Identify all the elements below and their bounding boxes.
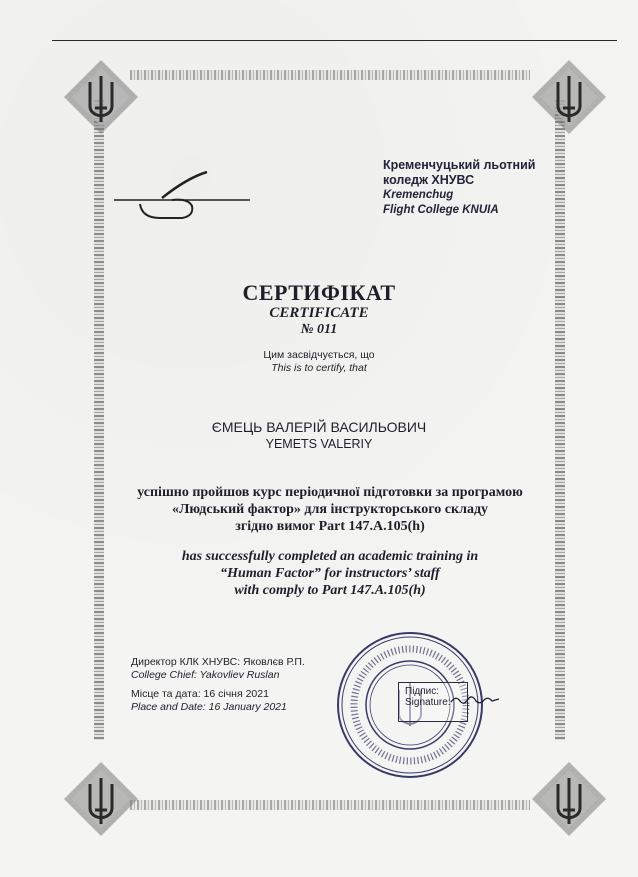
certify-text-ua: Цим засвідчується, що [263,349,375,361]
trident-emblem-icon [530,58,608,136]
completion-ua-line1: успішно пройшов курс періодичної підготовки за програмою [137,485,523,500]
trident-emblem-icon [530,760,608,838]
trident-emblem-icon [62,58,140,136]
college-name-en-line1: Kremenchug [383,189,454,201]
completion-statement-en [0,548,638,599]
college-name [383,158,535,218]
place-date-en: Place and Date: 16 January 2021 [131,701,287,713]
completion-en-line3: with comply to Part 147.A.105(h) [234,583,426,598]
ornamental-border-top [130,70,530,80]
college-logo-icon [112,170,252,230]
college-name-en-line2: Flight College KNUIA [383,204,499,216]
director-ua: Директор КЛК ХНУВС: Яковлєв Р.П. [131,656,305,668]
signature-label-ua: Підпис: [405,686,440,697]
certify-text-en: This is to certify, that [271,362,367,374]
certificate-title-ua: СЕРТИФІКАТ [242,280,396,305]
trident-emblem-icon [62,760,140,838]
place-date-ua: Місце та дата: 16 січня 2021 [131,688,269,700]
completion-en-line2: “Human Factor” for instructors’ staff [220,566,440,581]
top-rule [52,40,617,41]
college-name-ua-line2: коледж ХНУВС [383,173,475,187]
recipient-name-ua: ЄМЕЦЬ ВАЛЕРІЙ ВАСИЛЬОВИЧ [211,419,427,435]
handwritten-signature-icon [450,693,500,707]
college-name-ua-line1: Кременчуцький льотний [383,158,536,172]
certificate-title-en: CERTIFICATE [269,305,369,321]
completion-ua-line2: «Людський фактор» для інструкторського складу [171,502,489,517]
certificate-number: № 011 [300,322,338,337]
completion-en-line1: has successfully completed an academic training in [181,549,479,564]
completion-statement-ua [0,484,638,535]
ornamental-border-bottom [130,800,530,810]
signature-label-en: Signature: [405,697,451,708]
place-date-block [131,688,287,714]
recipient-name-en: YEMETS VALERIY [265,437,373,451]
completion-ua-line3: згідно вимог Part 147.A.105(h) [235,519,425,534]
director-en: College Chief: Yakovliev Ruslan [131,669,280,681]
director-signature-block [131,656,305,682]
